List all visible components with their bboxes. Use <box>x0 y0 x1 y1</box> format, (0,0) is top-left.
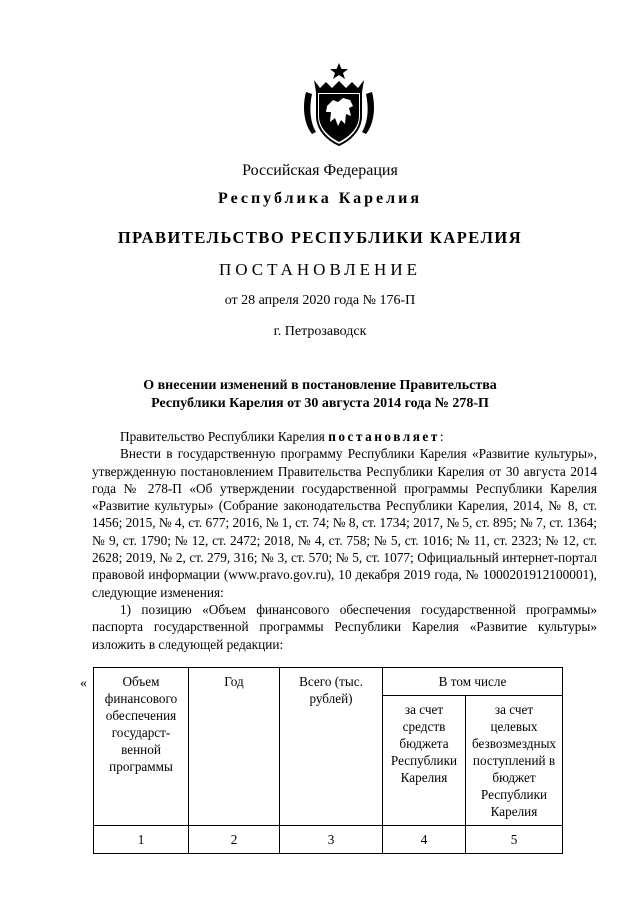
col-number-2: 2 <box>189 826 280 854</box>
col-number-5: 5 <box>466 826 563 854</box>
government-title: ПРАВИТЕЛЬСТВО РЕСПУБЛИКИ КАРЕЛИЯ <box>117 228 523 247</box>
amendment-paragraph: Внести в государственную программу Республики Карелия «Развитие культуры», утвержденную постановлением Правительства Республики Карелия от 30 августа 2014 года № 278-П «Об утверждении государственной программы Республики Карелия «Развитие культуры» (Собрание законодательства Республики Карелия, 2014, № 8, ст. 1456; 2015, № 4, ст. 677; 2016, № 1, ст. 74; № 8, ст. 1734; 2017, № 5, ст. 895; № 7, ст. 1364; № 9, ст. 1790; № 12, ст. 2472; 2018, № 4, ст. 758; № 5, ст. 1016; № 11, ст. 2323; № 12, ст. 2628; 2019, № 2, ст. 279, 316; № 3, ст. 570; № 5, ст. 1077; Официальный интернет-портал правовой информации (www.pravo.gov.ru), 10 декабря 2019 года, № 1000201912100001), следующие изменения: <box>92 446 597 600</box>
intro-paragraph: Правительство Республики Карелия постановляет: <box>120 429 444 444</box>
opening-quote: « <box>80 676 87 691</box>
col-number-1: 1 <box>94 826 189 854</box>
header-financing-volume: Объем финансового обеспечения государст-венной программы <box>94 668 189 826</box>
subject-line-2: Республики Карелия от 30 августа 2014 года № 278-П <box>151 396 489 411</box>
document-type: ПОСТАНОВЛЕНИЕ <box>218 260 421 279</box>
city-name: г. Петрозаводск <box>273 324 367 339</box>
republic-name: Республика Карелия <box>218 190 422 207</box>
header-targeted-receipts: за счет целевых безвозмездных поступлений в бюджет Республики Карелия <box>466 696 563 826</box>
karelia-coat-of-arms-icon <box>300 62 378 148</box>
table-row <box>94 826 563 854</box>
header-including: В том числе <box>383 668 563 696</box>
subject-line-1: О внесении изменений в постановление Правительства <box>143 378 497 393</box>
document-body <box>92 428 597 653</box>
position-paragraph: 1) позицию «Объем финансового обеспечения государственной программы» паспорта государственной программы Республики Карелия «Развитие культуры» изложить в следующей редакции: <box>92 601 597 652</box>
financing-table <box>93 667 563 854</box>
header-year: Год <box>189 668 280 826</box>
country-name: Российская Федерация <box>242 162 398 179</box>
col-number-3: 3 <box>280 826 383 854</box>
decree-word: постановляет <box>328 429 440 444</box>
document-date-number: от 28 апреля 2020 года № 176-П <box>224 293 416 308</box>
header-republic-budget: за счет средств бюджета Республики Карелия <box>383 696 466 826</box>
table-header-row <box>94 668 563 696</box>
document-subject <box>0 377 640 413</box>
col-number-4: 4 <box>383 826 466 854</box>
header-total: Всего (тыс. рублей) <box>280 668 383 826</box>
